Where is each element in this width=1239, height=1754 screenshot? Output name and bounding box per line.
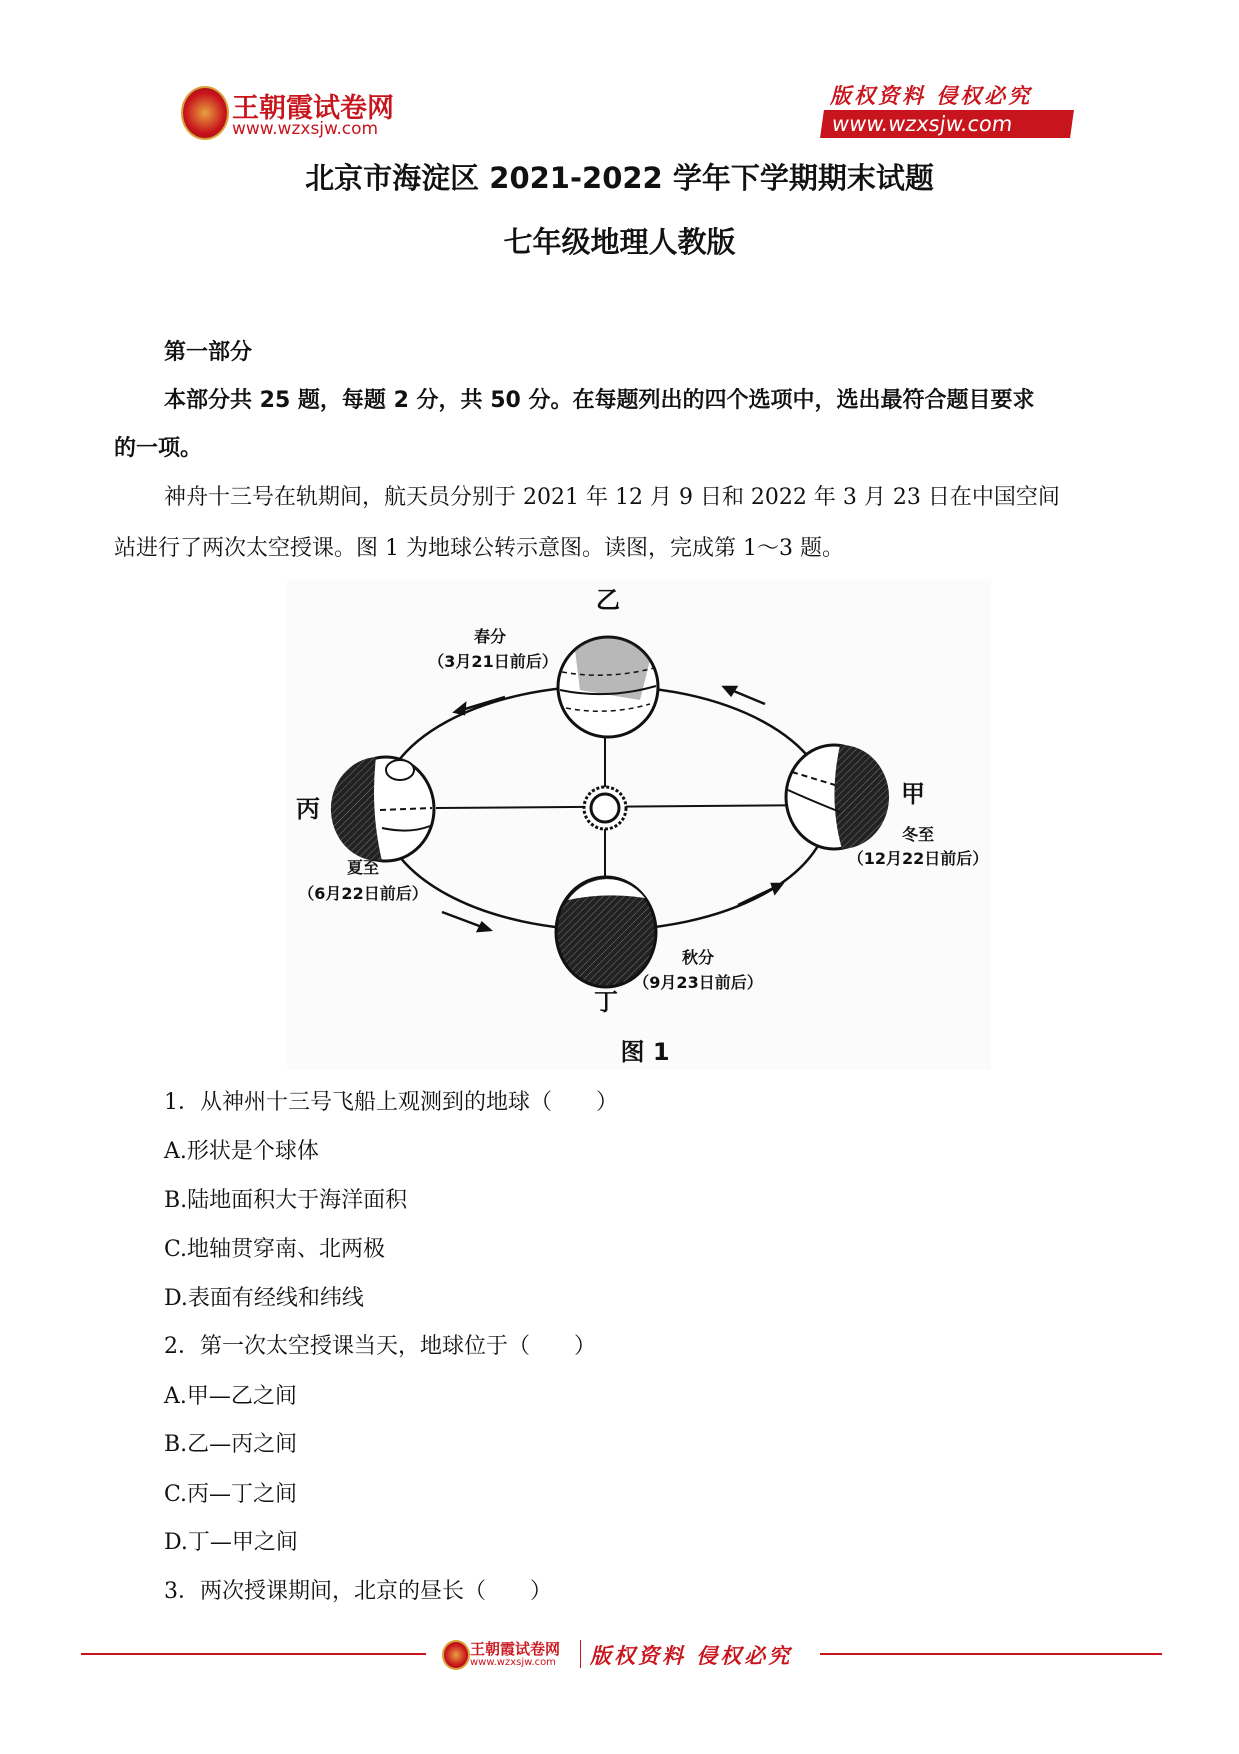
footer-brand-url[interactable]: www.wzxsjw.com	[470, 1657, 556, 1668]
question-1-option-d[interactable]: D.表面有经线和纬线	[164, 1286, 364, 1311]
label-jia: 甲	[901, 780, 925, 808]
question-1-option-a[interactable]: A.形状是个球体	[164, 1139, 319, 1164]
figure-caption: 图 1	[620, 1038, 670, 1066]
footer-brand-name: 王朝霞试卷网	[470, 1640, 561, 1658]
autumn-equinox-date: （9月23日前后）	[633, 973, 763, 992]
globe-yi	[558, 637, 658, 737]
winter-solstice-label: 冬至	[901, 825, 935, 844]
winter-solstice-date: （12月22日前后）	[847, 849, 989, 868]
question-3-stem: 3．两次授课期间，北京的昼长（ ）	[164, 1579, 552, 1604]
page-subtitle: 七年级地理人教版	[503, 225, 736, 259]
instruction-line-1: 本部分共 25 题，每题 2 分，共 50 分。在每题列出的四个选项中，选出最符合题目要求	[164, 388, 1035, 413]
passage-line-2: 站进行了两次太空授课。图 1 为地球公转示意图。读图，完成第 1～3 题。	[114, 536, 844, 561]
question-2-option-d[interactable]: D.丁—甲之间	[164, 1530, 298, 1555]
spring-equinox-label: 春分	[473, 627, 507, 646]
spring-equinox-date: （3月21日前后）	[428, 652, 558, 671]
copyright-notice: 版权资料 侵权必究	[830, 83, 1033, 108]
instruction-line-2: 的一项。	[114, 436, 203, 461]
label-yi: 乙	[596, 586, 620, 614]
question-2-option-b[interactable]: B.乙—丙之间	[164, 1432, 298, 1457]
summer-solstice-date: （6月22日前后）	[298, 884, 428, 903]
question-2-stem: 2．第一次太空授课当天，地球位于（ ）	[164, 1334, 596, 1359]
label-bing: 丙	[296, 795, 320, 823]
question-1-option-b[interactable]: B.陆地面积大于海洋面积	[164, 1188, 408, 1213]
question-1-option-c[interactable]: C.地轴贯穿南、北两极	[164, 1237, 386, 1262]
summer-solstice-label: 夏至	[346, 858, 380, 877]
sun-icon	[584, 787, 626, 829]
globe-ding	[556, 877, 656, 987]
question-2-option-c[interactable]: C.丙—丁之间	[164, 1482, 298, 1507]
footer-seal-logo	[442, 1640, 470, 1670]
header-url-banner[interactable]: www.wzxsjw.com	[820, 110, 1074, 138]
footer-copyright: 版权资料 侵权必究	[590, 1643, 793, 1668]
globe-jia	[786, 745, 889, 849]
globe-bing	[331, 757, 434, 861]
brand-url[interactable]: www.wzxsjw.com	[232, 119, 379, 139]
passage-line-1: 神舟十三号在轨期间，航天员分别于 2021 年 12 月 9 日和 2022 年 3 月 23 日在中国空间	[164, 485, 1060, 510]
footer-divider-right	[820, 1653, 1162, 1655]
autumn-equinox-label: 秋分	[681, 948, 715, 967]
footer-separator	[580, 1640, 581, 1668]
label-ding: 丁	[594, 988, 618, 1016]
question-1-stem: 1．从神州十三号飞船上观测到的地球（ ）	[164, 1090, 618, 1115]
footer-divider-left	[81, 1653, 426, 1655]
page-title: 北京市海淀区 2021-2022 学年下学期期末试题	[305, 161, 934, 195]
brand-name: 王朝霞试卷网	[232, 93, 394, 124]
question-2-option-a[interactable]: A.甲—乙之间	[164, 1384, 297, 1409]
section-heading: 第一部分	[164, 340, 253, 365]
